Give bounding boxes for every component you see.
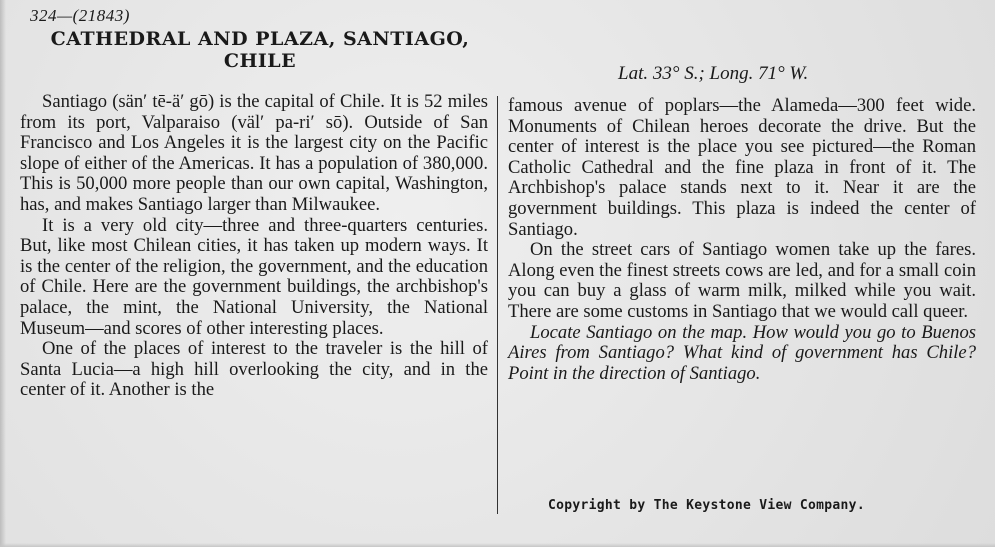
right-paragraph-1: famous avenue of poplars—the Alameda—300 feet wide. Monuments of Chilean heroes decorate the drive. But the center of interest is the place you see pictured—the Roman Catholic Cathedral and the fine plaza in front of it. The Archbishop's palace stands next to it. Near it are the government buildings. This plaza is indeed the center of Santiago. [508, 95, 976, 240]
card-bottom-edge [0, 543, 995, 547]
right-column [508, 96, 976, 384]
lat-long: Lat. 33° S.; Long. 71° W. [618, 63, 809, 84]
left-paragraph-1: Santiago (sän′ tē-ä′ gō) is the capital of Chile. It is 52 miles from its port, Valparaiso (väl′ pa-ri′ sō). Outside of San Francisco and Los Angeles it is the largest city on the Pacific slope of either of the Americas. It has a population of 380,000. This is 50,000 more people than our own capital, Washington, has, and makes Santiago larger than Milwaukee. [20, 91, 488, 215]
left-paragraph-3: One of the places of interest to the traveler is the hill of Santa Lucia—a high hill overlooking the city, and in the center of it. Another is the [20, 338, 488, 401]
right-paragraph-2: On the street cars of Santiago women take up the fares. Along even the finest streets cows are led, and for a small coin you can buy a glass of warm milk, milked while you wait. There are some customs in Santiago that we would call queer. [508, 239, 976, 322]
copyright-notice: Copyright by The Keystone View Company. [548, 498, 865, 513]
left-paragraph-2: It is a very old city—three and three-quarters centuries. But, like most Chilean cities, it has taken up modern ways. It is the center of the religion, the government, and the education of Chile. Here are the government buildings, the archbishop's palace, the mint, the National University, the National Museum—and scores of other interesting places. [20, 214, 488, 339]
left-column [20, 92, 488, 401]
card-title-line1: CATHEDRAL AND PLAZA, SANTIAGO, [50, 28, 470, 50]
card-left-edge [0, 0, 6, 547]
column-divider [497, 96, 498, 514]
study-questions: Locate Santiago on the map. How would you go to Buenos Aires from Santiago? What kind of government has Chile? Point in the direction of Santiago. [508, 321, 976, 384]
card-title [24, 28, 496, 72]
card-number: 324—(21843) [30, 6, 130, 25]
card-title-line2: CHILE [223, 50, 297, 72]
